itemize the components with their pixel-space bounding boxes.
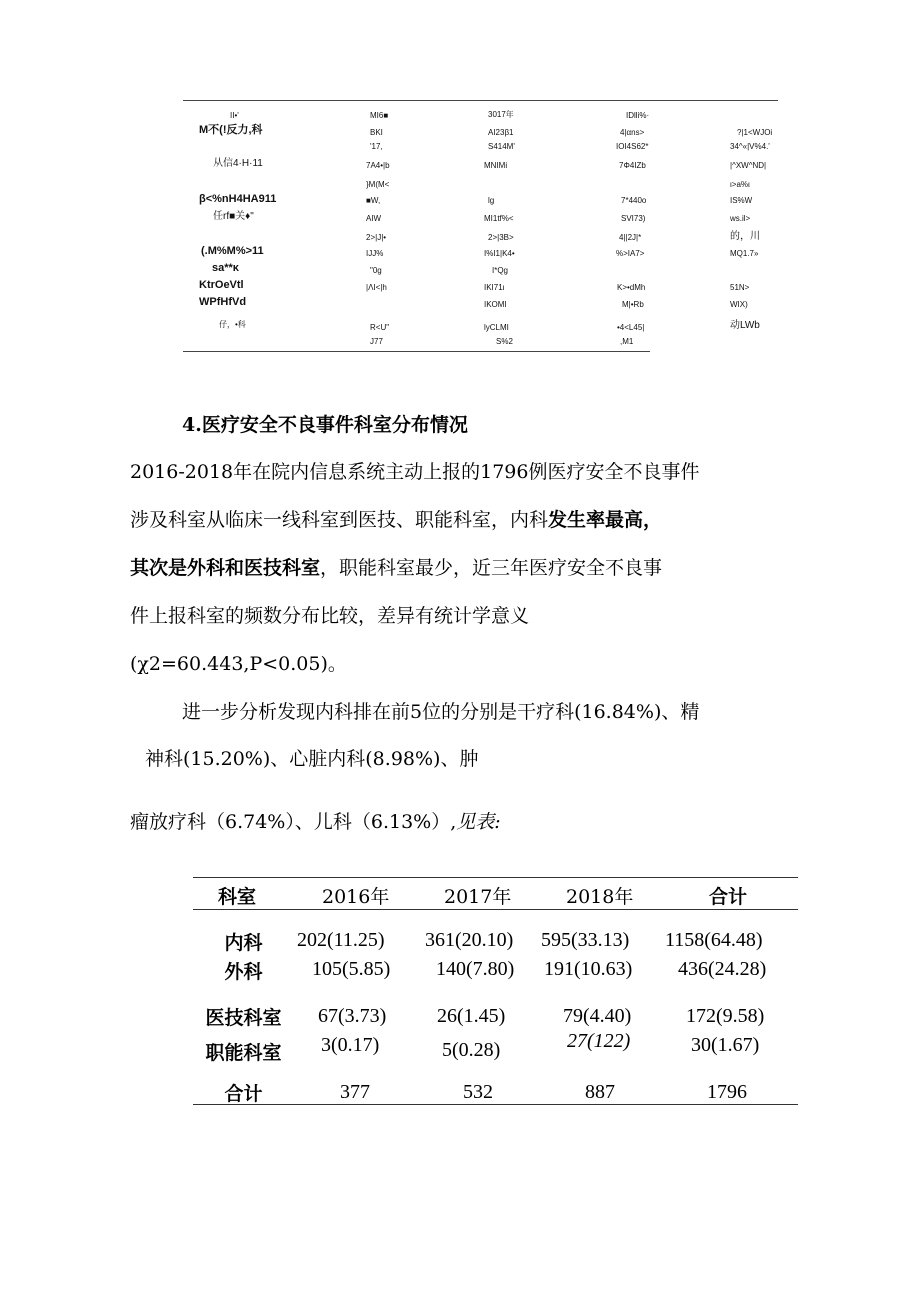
table-cell: |ΛI<|h bbox=[366, 283, 387, 292]
table-cell: 2>|J|• bbox=[366, 233, 387, 242]
bold-text-run: 其次是外科和医技科室 bbox=[130, 557, 321, 579]
table-cell: 51N> bbox=[730, 283, 750, 292]
table-cell: ?|1<WJOi bbox=[737, 128, 773, 137]
table-cell: lyCLMI bbox=[484, 323, 509, 332]
table-cell: 的，川 bbox=[730, 231, 760, 242]
table-cell: 172(9.58) bbox=[686, 1005, 765, 1027]
paragraph-line bbox=[130, 508, 662, 532]
table-cell: 436(24.28) bbox=[678, 958, 767, 980]
table-cell: AIW bbox=[366, 214, 382, 223]
row-label: 医技科室 bbox=[205, 1007, 282, 1029]
table-cell: 3(0.17) bbox=[321, 1034, 380, 1056]
table-cell: %>IA7> bbox=[616, 249, 645, 258]
table-cell: M不(!反力,科 bbox=[199, 124, 263, 136]
paragraph-line bbox=[130, 556, 662, 580]
italic-text-run: 见表: bbox=[456, 811, 501, 833]
table-cell: MI1tf%< bbox=[484, 214, 514, 223]
table-cell: I*Qg bbox=[492, 266, 509, 275]
table-cell: 595(33.13) bbox=[541, 929, 630, 951]
table-cell: 27(122) bbox=[567, 1030, 631, 1052]
table-cell: ι>a%ι bbox=[730, 180, 750, 189]
table-bottom-rule bbox=[193, 1104, 798, 1105]
table-cell: 2>|3B> bbox=[488, 233, 514, 242]
table-cell: 67(3.73) bbox=[318, 1005, 387, 1027]
paragraph-line: 2016-2018年在院内信息系统主动上报的1796例医疗安全不良事件 bbox=[130, 461, 700, 483]
table-cell: 1158(64.48) bbox=[665, 929, 763, 951]
column-header: 2016年 bbox=[322, 886, 390, 908]
table-cell: 191(10.63) bbox=[544, 958, 633, 980]
table-cell: IS%W bbox=[730, 196, 753, 205]
table-cell: MI6■ bbox=[370, 111, 389, 120]
table-cell: β<%nH4HA911 bbox=[199, 193, 277, 205]
table-cell: 从信4·H·11 bbox=[213, 158, 263, 169]
table-cell: 1796 bbox=[707, 1081, 747, 1103]
table-cell: J77 bbox=[370, 337, 383, 346]
table-cell: IJJ% bbox=[366, 249, 384, 258]
column-header: 2018年 bbox=[566, 886, 634, 908]
table-cell: 377 bbox=[340, 1081, 370, 1103]
table-cell: R<U" bbox=[370, 323, 390, 332]
table-cell: 7*440o bbox=[621, 196, 647, 205]
table-cell: 动LWb bbox=[730, 320, 760, 331]
table-cell: 202(11.25) bbox=[297, 929, 385, 951]
table-cell: 34^«|V%4.' bbox=[730, 142, 770, 151]
table-cell: IDlli%· bbox=[626, 111, 650, 120]
table-cell: S%2 bbox=[496, 337, 513, 346]
table-cell: I%I1|K4• bbox=[484, 249, 515, 258]
table-cell: 5(0.28) bbox=[442, 1039, 501, 1061]
paragraph-line bbox=[130, 810, 501, 834]
table-cell: 4||2J|* bbox=[619, 233, 642, 242]
bold-text-run: 发生率最高， bbox=[548, 509, 663, 531]
table-cell: BKI bbox=[370, 128, 383, 137]
table-cell: 7Φ4IZb bbox=[619, 161, 646, 170]
table-cell: 532 bbox=[463, 1081, 493, 1103]
text-run: 涉及科室从临床一线科室到医技、职能科室，内科 bbox=[130, 509, 549, 531]
paragraph-line: 件上报科室的频数分布比较，差异有统计学意义 bbox=[130, 605, 530, 627]
table-cell: ws.il> bbox=[730, 214, 751, 223]
table-cell: sa**κ bbox=[212, 262, 239, 274]
table-cell: WPfHfVd bbox=[199, 296, 247, 308]
table-bottom-rule bbox=[183, 351, 650, 352]
paragraph-line: (χ2=60.443,P<0.05)。 bbox=[130, 653, 347, 675]
paragraph-line: 神科(15.20%)、心脏内科(8.98%)、肿 bbox=[145, 748, 479, 770]
table-cell: M|•Rb bbox=[622, 300, 644, 309]
table-cell: "0g bbox=[370, 266, 382, 275]
header-rule bbox=[193, 909, 798, 910]
table-cell: WIX) bbox=[730, 300, 748, 309]
table-cell: 仔，•科 bbox=[219, 320, 246, 329]
table-cell: IKI71ι bbox=[484, 283, 505, 292]
table-cell: ■W, bbox=[366, 196, 381, 205]
table-cell: 140(7.80) bbox=[436, 958, 515, 980]
row-label: 内科 bbox=[224, 932, 263, 954]
section-heading: 4.医疗安全不良事件科室分布情况 bbox=[182, 414, 468, 436]
table-cell: SVI73) bbox=[621, 214, 646, 223]
table-cell: IKOMI bbox=[484, 300, 507, 309]
table-cell: S414M' bbox=[488, 142, 515, 151]
table-cell: 4|αns> bbox=[620, 128, 645, 137]
table-cell: }M(M< bbox=[366, 180, 390, 189]
paragraph-line: 进一步分析发现内科排在前5位的分别是干疗科(16.84%)、精 bbox=[182, 701, 700, 723]
text-run: ，职能科室最少，近三年医疗安全不良事 bbox=[320, 557, 663, 579]
table-cell: 26(1.45) bbox=[437, 1005, 506, 1027]
table-cell: MNIMi bbox=[484, 161, 508, 170]
table-cell: •4<L45| bbox=[617, 323, 645, 332]
row-label: 职能科室 bbox=[205, 1042, 282, 1064]
table-cell: 361(20.10) bbox=[425, 929, 514, 951]
table-cell: KtrOeVtl bbox=[199, 279, 244, 291]
column-header: 合计 bbox=[709, 886, 748, 908]
table-cell: MQ1.7» bbox=[730, 249, 759, 258]
table-cell: 3017年 bbox=[488, 110, 514, 119]
text-run: 瘤放疗科（6.74%）、儿科（6.13%）, bbox=[130, 811, 457, 833]
table-cell: AI23β1 bbox=[488, 128, 514, 137]
table-cell: 79(4.40) bbox=[563, 1005, 632, 1027]
table-top-rule bbox=[193, 877, 798, 878]
column-header: 科室 bbox=[218, 886, 257, 908]
table-cell: II•' bbox=[230, 111, 239, 120]
table-cell: 30(1.67) bbox=[691, 1034, 760, 1056]
table-cell: (.M%M%>11 bbox=[201, 245, 264, 257]
table-cell: 105(5.85) bbox=[312, 958, 391, 980]
table-cell: 887 bbox=[585, 1081, 615, 1103]
row-label: 外科 bbox=[224, 961, 263, 983]
table-cell: '17, bbox=[370, 142, 383, 151]
table-cell: K>•dMh bbox=[617, 283, 646, 292]
table-cell: 7A4•|b bbox=[366, 161, 390, 170]
row-label: 合计 bbox=[224, 1083, 263, 1105]
table-cell: lg bbox=[488, 196, 495, 205]
table-cell: |^XW^ND| bbox=[730, 161, 767, 170]
table-cell: ,M1 bbox=[620, 337, 634, 346]
table-top-rule bbox=[183, 100, 778, 101]
column-header: 2017年 bbox=[444, 886, 512, 908]
table-cell: 任rf■关♦" bbox=[213, 211, 254, 222]
table-cell: IOI4S62* bbox=[616, 142, 649, 151]
